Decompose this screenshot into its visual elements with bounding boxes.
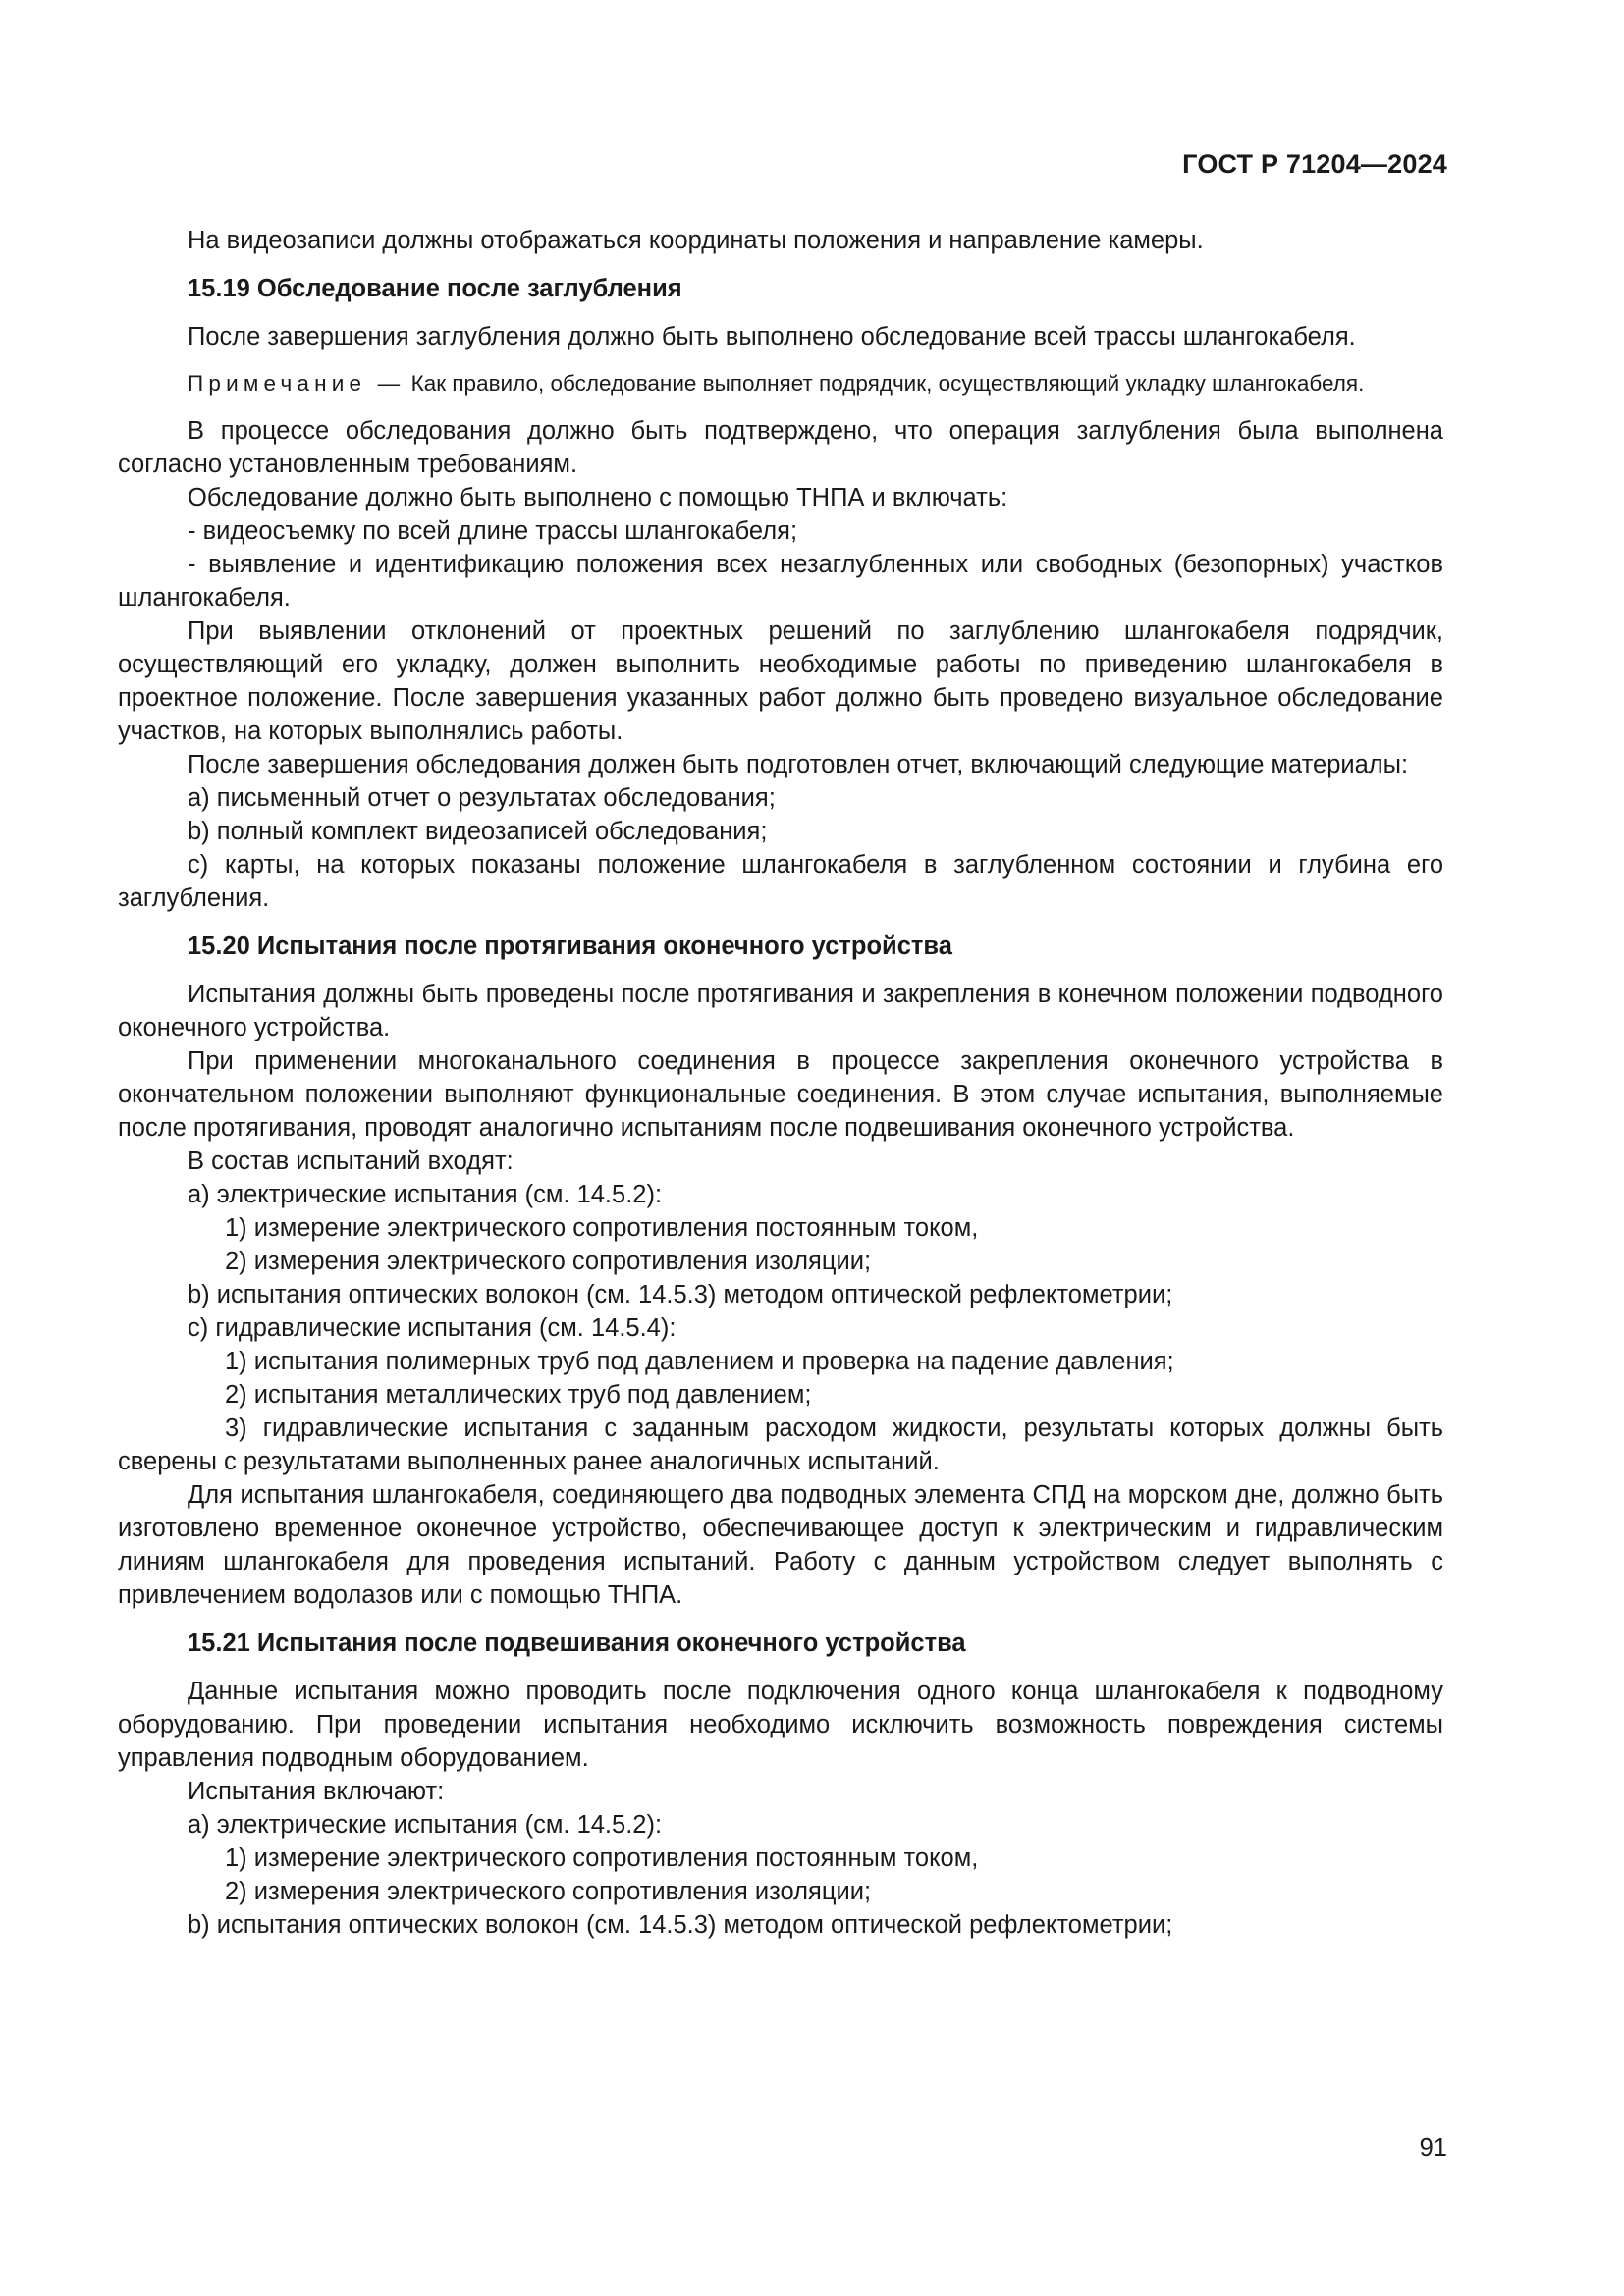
list-item: 1) измерение электрического сопротивления постоянным током, (225, 1214, 979, 1242)
note-label: Примечание — (188, 371, 406, 396)
paragraph: Обследование должно быть выполнено с помощью ТНПА и включать: (188, 484, 1008, 511)
list-item: b) испытания оптических волокон (см. 14.5.3) методом оптической рефлектометрии; (188, 1281, 1173, 1308)
note-text: Как правило, обследование выполняет подрядчик, осуществляющий укладку шлангокабеля. (410, 371, 1365, 396)
list-item: 1) испытания полимерных труб под давлением и проверка на падение давления; (225, 1348, 1174, 1375)
paragraph: После завершения заглубления должно быть выполнено обследование всей трассы шлангокабеля. (188, 323, 1356, 350)
paragraph: В процессе обследования должно быть подтверждено, что операция заглубления была выполнена согласно установленным требованиям. (118, 417, 1443, 478)
paragraph: Испытания включают: (188, 1778, 445, 1805)
list-item: - видеосъемку по всей длине трассы шлангокабеля; (188, 517, 798, 545)
section-heading: 15.21 Испытания после подвешивания оконечного устройства (188, 1629, 966, 1657)
list-item: a) письменный отчет о результатах обследования; (188, 784, 776, 812)
list-item: c) гидравлические испытания (см. 14.5.4): (188, 1314, 677, 1342)
list-item: - выявление и идентификацию положения всех незаглубленных или свободных (безопорных) участков шлангокабеля. (118, 551, 1443, 612)
section-heading: 15.19 Обследование после заглубления (188, 275, 682, 302)
list-item: 1) измерение электрического сопротивления постоянным током, (225, 1844, 979, 1872)
note (118, 368, 1443, 400)
page-header: ГОСТ Р 71204—2024 (1182, 149, 1447, 179)
list-item: a) электрические испытания (см. 14.5.2): (188, 1811, 663, 1839)
list-item: 2) измерения электрического сопротивления изоляции; (225, 1878, 872, 1905)
paragraph: При выявлении отклонений от проектных решений по заглублению шлангокабеля подрядчик, осуществляющий его укладку, должен выполнить необходимые работы по приведению шлангокабеля в проектное положение. После завершения указанных работ должно быть проведено визуальное обследование участков, на которых выполнялись работы. (118, 617, 1443, 745)
paragraph: Испытания должны быть проведены после протягивания и закрепления в конечном положении подводного оконечного устройства. (118, 981, 1443, 1041)
page-number: 91 (1419, 2134, 1447, 2162)
page-content (118, 224, 1443, 1942)
paragraph: При применении многоканального соединения в процессе закрепления оконечного устройства в окончательном положении выполняют функциональные соединения. В этом случае испытания, выполняемые после протягивания, проводят аналогично испытаниям после подвешивания оконечного устройства. (118, 1047, 1443, 1142)
paragraph: Данные испытания можно проводить после подключения одного конца шлангокабеля к подводному оборудованию. При проведении испытания необходимо исключить возможность повреждения системы управления подводным оборудованием. (118, 1678, 1443, 1772)
paragraph: В состав испытаний входят: (188, 1148, 514, 1175)
list-item: b) испытания оптических волокон (см. 14.5.3) методом оптической рефлектометрии; (188, 1911, 1173, 1939)
list-item: b) полный комплект видеозаписей обследования; (188, 818, 768, 845)
list-item: 3) гидравлические испытания с заданным расходом жидкости, результаты которых должны быть сверены с результатами выполненных ранее аналогичных испытаний. (118, 1415, 1443, 1475)
list-item: c) карты, на которых показаны положение шлангокабеля в заглубленном состоянии и глубина его заглубления. (118, 851, 1443, 912)
section-heading: 15.20 Испытания после протягивания оконечного устройства (188, 933, 952, 960)
list-item: 2) измерения электрического сопротивления изоляции; (225, 1248, 872, 1275)
paragraph: На видеозаписи должны отображаться координаты положения и направление камеры. (188, 227, 1204, 254)
list-item: 2) испытания металлических труб под давлением; (225, 1381, 812, 1409)
list-item: a) электрические испытания (см. 14.5.2): (188, 1181, 663, 1208)
paragraph: После завершения обследования должен быть подготовлен отчет, включающий следующие материалы: (188, 751, 1409, 778)
paragraph: Для испытания шлангокабеля, соединяющего два подводных элемента СПД на морском дне, должно быть изготовлено временное оконечное устройство, обеспечивающее доступ к электрическим и гидравлическим линиям шлангокабеля для проведения испытаний. Работу с данным устройством следует выполнять с привлечением водолазов или с помощью ТНПА. (118, 1481, 1443, 1609)
